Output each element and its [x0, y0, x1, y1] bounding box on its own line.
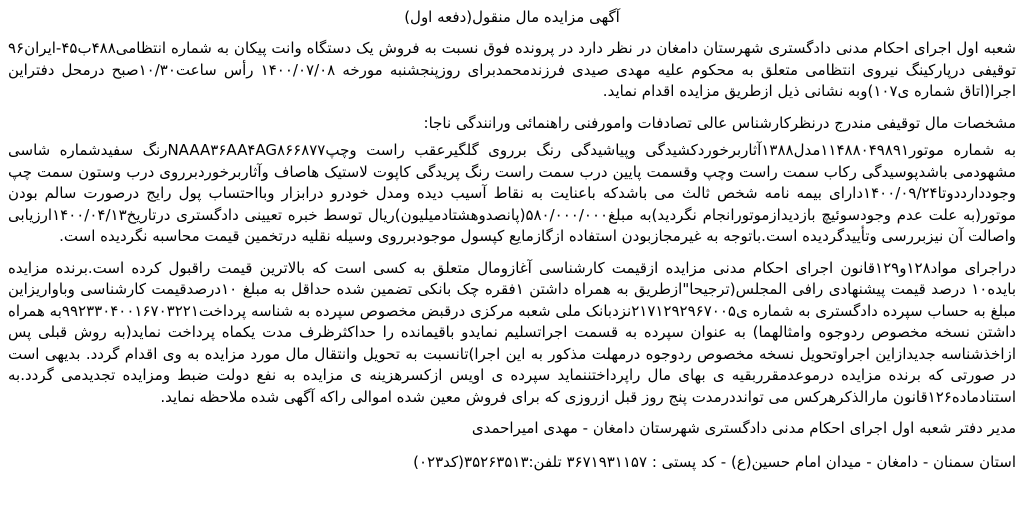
notice-title: آگهی مزایده مال منقول(دفعه اول)	[404, 8, 620, 26]
vehicle-description-paragraph: به شماره موتور۱۱۴۸۸۰۴۹۸۹۱مدل۱۳۸۸آثاربرخوردکشیدگی وپیاشیدگی رنگ برروی گلگیرعقب راست وچپNAAA۳۶AA۴AG۸۶۶۸۷۷رنگ سفیدشماره شاسی مشهودمی باشدپوسیدگی رکاب سمت راست وچپ وقسمت پایین درب سمت راست رنگ پریدگی کاپوت لاستیک هاصاف وآثاربرخوردبرروی درب وستون سمت چپ وجوددارددوتا۱۴۰۰/۰۹/۲۴دارای بیمه نامه شخص ثالث می باشدکه باعنایت به نقاط آسیب دیده ومدل خودرو درابزار وبااحتساب پول رایج درصورت سالم بودن موتور(به علت عدم وجودسوئیچ بازدیدازموتورانجام نگردید)به مبلغ۵۸۰/۰۰۰/۰۰۰(پانصدوهشتادمیلیون)ریال توسط خبره تعیینی دادگستری درتاریخ۱۴۰۰/۰۴/۱۳ارزیابی واصالت آن نیزبررسی وتأییدگردیده است.باتوجه به غیرمجازبودن استفاده ازگازمایع کپسول موجودبرروی وسیله نقلیه درتخمین قیمت محاسبه نگردیده است.	[8, 141, 1017, 245]
contact-address: استان سمنان - دامغان - میدان امام حسین(ع) - کد پستی : ۳۶۷۱۹۳۱۱۵۷ تلفن:۳۵۲۶۳۵۱۳(کد۰۲۳)	[413, 452, 1016, 471]
auction-terms-paragraph: دراجرای مواد۱۲۸و۱۲۹قانون اجرای احکام مدنی مزایده ازقیمت کارشناسی آغازومال متعلق به کسی است که بالاترین قیمت راقبول کرده است.برنده مزایده بایده۱۰ درصد قیمت پیشنهادی رافی المجلس(ترجیحا"ازطریق به همراه داشتن ۱فقره چک بانکی تضمین شده حداقل به مبلغ ۱۰درصدقیمت کارشناسی وباواریزاین مبلغ به حساب سپرده دادگستری به شماره ی۲۱۷۱۲۹۲۹۶۷۰۰۵نزدبانک ملی شعبه مرکزی درقبض مخصوص سپرده به شناسه پرداخت۹۹۲۳۳۰۴۰۰۱۶۷۰۳۲۲۱به همراه داشتن نسخه مخصوص ردوجوه وامثالهما) به عنوان سپرده به قسمت اجراتسلیم نمایدو باقیمانده را حداکثرظرف مدت یکماه پرداخت نماید(به روش قبلی پس ازاخذشناسه جدیدازاین اجراوتحویل نسخه مخصوص ردوجوه درمهلت مذکور به این اجرا)تانسبت به تحویل وانتقال مال مورد مزایده به وی اقدام گردد. بدیهی است در صورتی که برنده مزایده درموعدمقرربقیه ی بهای مال راپرداختننماید سپرده ی اویس ازکسرهزینه ی مزایده به نفع دولت ضبط ومزایده تجدیدمی گردد.به استنادماده۱۲۶قانون مارالذکرهرکس می توانددرمدت پنج روز قبل ازروزی که برای فروش معین شده اموالی راکه آگهی شده ملاحظه نماید.	[8, 258, 1016, 406]
item-specs-heading: مشخصات مال توقیفی مندرج درنظرکارشناس عالی تصادفات وامورفنی راهنمائی ورانندگی ناجا:	[423, 113, 1016, 132]
auction-notice-document	[8, 6, 1016, 473]
office-manager-signature: مدیر دفتر شعبه اول اجرای احکام مدنی دادگستری شهرستان دامغان - مهدی امیراحمدی	[471, 419, 1016, 437]
notice-intro-paragraph: شعبه اول اجرای احکام مدنی دادگستری شهرستان دامغان در نظر دارد در پرونده فوق نسبت به فروش یک دستگاه وانت پیکان به شماره انتظامی۴۸۸ب۴۵-ایران۹۶ توقیفی درپارکینگ نیروی انتظامی متعلق به محکوم علیه مهدی صیدی فرزندمحمدبرای روزپنجشنبه مورخه ۱۴۰۰/۰۷/۰۸ رأس ساعت۱۰/۳۰صبح درمحل دفتراین اجرا(اتاق شماره ی۱۰۷)وبه نشانی ذیل ازطریق مزایده اقدام نماید.	[8, 39, 1017, 100]
